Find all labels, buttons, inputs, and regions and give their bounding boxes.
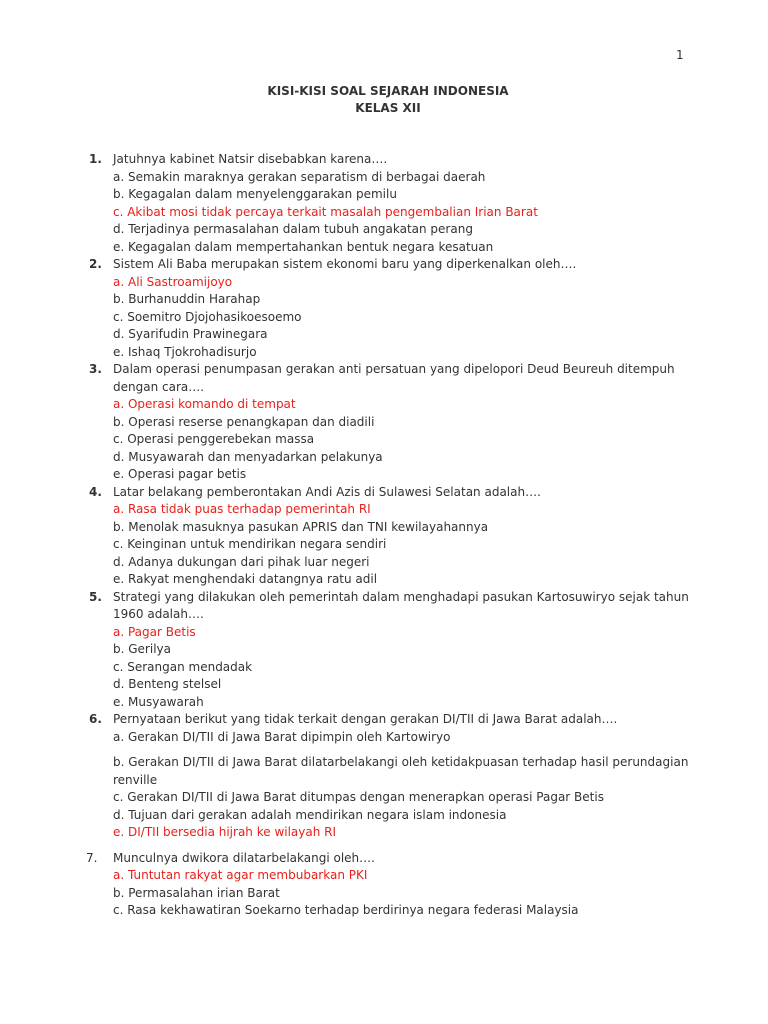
- spacer: [0, 746, 768, 754]
- option-c: c. Rasa kekhawatiran Soekarno terhadap berdirinya negara federasi Malaysia: [113, 903, 579, 917]
- option-d: d. Musyawarah dan menyadarkan pelakunya: [113, 449, 383, 464]
- option-a-correct: a. Pagar Betis: [113, 624, 196, 639]
- option-b: b. Kegagalan dalam menyelenggarakan pemilu: [113, 187, 397, 201]
- question-2: [0, 256, 768, 361]
- question-text: Sistem Ali Baba merupakan sistem ekonomi baru yang diperkenalkan oleh….: [113, 257, 577, 271]
- option-b: b. Gerilya: [113, 642, 171, 656]
- question-1: [0, 151, 768, 256]
- question-number: 2.: [89, 257, 102, 271]
- question-text: Pernyataan berikut yang tidak terkait dengan gerakan DI/TII di Jawa Barat adalah….: [113, 712, 618, 726]
- question-number: 1.: [89, 152, 102, 166]
- option-c: c. Gerakan DI/TII di Jawa Barat ditumpas dengan menerapkan operasi Pagar Betis: [113, 790, 604, 804]
- option-a-correct: a. Operasi komando di tempat: [113, 397, 296, 411]
- question-text: Latar belakang pemberontakan Andi Azis di Sulawesi Selatan adalah….: [113, 484, 541, 499]
- question-text: Munculnya dwikora dilatarbelakangi oleh….: [113, 850, 375, 865]
- option-e-correct: e. DI/TII bersedia hijrah ke wilayah RI: [113, 825, 337, 839]
- option-e: e. Kegagalan dalam mempertahankan bentuk negara kesatuan: [113, 239, 494, 254]
- spacer: [0, 842, 768, 850]
- question-number: 7.: [86, 850, 98, 865]
- option-e: e. Ishaq Tjokrohadisurjo: [113, 344, 257, 359]
- option-b: b. Menolak masuknya pasukan APRIS dan TNI kewilayahannya: [113, 519, 489, 534]
- option-d: d. Syarifudin Prawinegara: [113, 327, 268, 341]
- option-c: c. Serangan mendadak: [113, 659, 253, 674]
- question-text: Jatuhnya kabinet Natsir disebabkan karena….: [113, 152, 388, 166]
- title-line-2: KELAS XII: [355, 101, 421, 115]
- option-b: b. Gerakan DI/TII di Jawa Barat dilatarbelakangi oleh ketidakpuasan terhadap hasil perundagian renville: [113, 755, 689, 787]
- question-3: [0, 361, 768, 484]
- option-e: e. Operasi pagar betis: [113, 467, 247, 481]
- option-d: d. Terjadinya permasalahan dalam tubuh angakatan perang: [113, 222, 473, 236]
- document-title: [0, 83, 768, 117]
- option-a: a. Gerakan DI/TII di Jawa Barat dipimpin oleh Kartowiryo: [113, 729, 451, 744]
- question-7: [0, 850, 768, 920]
- title-line-1: KISI-KISI SOAL SEJARAH INDONESIA: [267, 84, 509, 98]
- option-d: d. Tujuan dari gerakan adalah mendirikan negara islam indonesia: [113, 807, 507, 822]
- question-number: 6.: [89, 712, 102, 726]
- option-b: b. Operasi reserse penangkapan dan diadili: [113, 414, 375, 429]
- option-b: b. Burhanuddin Harahap: [113, 292, 261, 306]
- option-e: e. Musyawarah: [113, 694, 204, 709]
- question-4: [0, 484, 768, 589]
- question-number: 3.: [89, 362, 102, 376]
- question-6: [0, 711, 768, 842]
- option-c: c. Soemitro Djojohasikoesoemo: [113, 309, 302, 324]
- question-5: [0, 589, 768, 712]
- option-d: d. Adanya dukungan dari pihak luar negeri: [113, 554, 370, 569]
- option-c: c. Operasi penggerebekan massa: [113, 432, 315, 446]
- question-number: 4.: [89, 484, 102, 499]
- option-a: a. Semakin maraknya gerakan separatism di berbagai daerah: [113, 169, 486, 184]
- option-d: d. Benteng stelsel: [113, 677, 222, 691]
- question-text: Dalam operasi penumpasan gerakan anti persatuan yang dipelopori Deud Beureuh ditempuh dengan cara….: [113, 362, 675, 394]
- question-number: 5.: [89, 589, 102, 604]
- option-a-correct: a. Ali Sastroamijoyo: [113, 274, 233, 289]
- question-list: [0, 151, 768, 920]
- option-c: c. Keinginan untuk mendirikan negara sendiri: [113, 537, 387, 551]
- option-a-correct: a. Rasa tidak puas terhadap pemerintah RI: [113, 502, 371, 516]
- option-a-correct: a. Tuntutan rakyat agar membubarkan PKI: [113, 868, 368, 882]
- question-text: Strategi yang dilakukan oleh pemerintah dalam menghadapi pasukan Kartosuwiryo sejak tahun 1960 adalah….: [113, 589, 689, 621]
- page-number: 1: [676, 48, 684, 62]
- option-c-correct: c. Akibat mosi tidak percaya terkait masalah pengembalian Irian Barat: [113, 204, 538, 219]
- option-e: e. Rakyat menghendaki datangnya ratu adil: [113, 572, 378, 586]
- option-b: b. Permasalahan irian Barat: [113, 885, 280, 900]
